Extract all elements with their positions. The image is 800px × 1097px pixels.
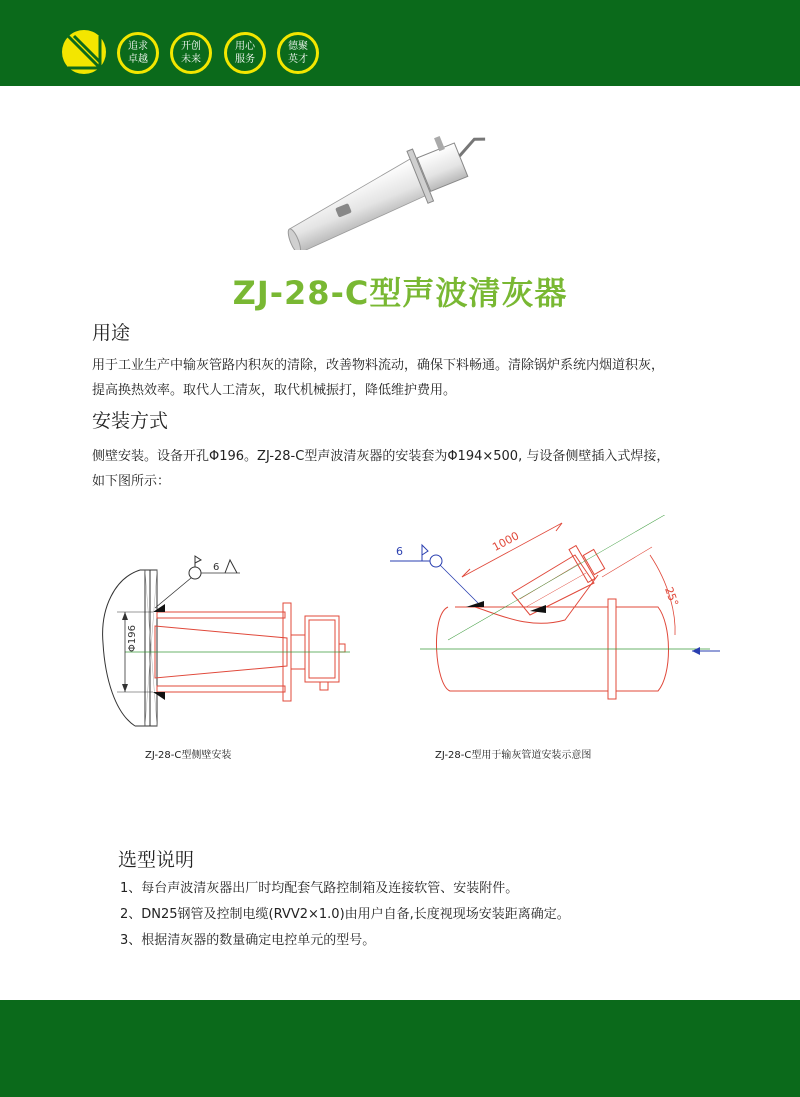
usage-line: 用于工业生产中输灰管路内积灰的清除，改善物料流动，确保下料畅通。清除锅炉系统内烟道积灰，: [92, 358, 665, 373]
weld-size-label: 6: [213, 562, 220, 573]
side-wall-install-diagram: [95, 548, 365, 733]
product-image: [270, 120, 500, 250]
selection-list: [120, 876, 740, 954]
badge-create-future: 开创 未来: [170, 32, 212, 74]
install-line: 侧壁安装。设备开孔Φ196。ZJ-28-C型声波清灰器的安装套为Φ194×500, 与设备侧壁插入式焊接，: [92, 449, 670, 464]
pipeline-install-diagram: [380, 515, 725, 700]
footer-bar: [0, 1000, 800, 1097]
length-label: 1000: [490, 529, 522, 554]
badge-attentive-service: 用心 服务: [224, 32, 266, 74]
list-item: 3、根据清灰器的数量确定电控单元的型号。: [120, 933, 376, 948]
badge-gather-talent: 德聚 英才: [277, 32, 319, 74]
usage-line: 提高换热效率。取代人工清灰，取代机械振打，降低维护费用。: [92, 383, 457, 398]
install-heading: 安装方式: [92, 410, 169, 432]
diameter-label: Φ196: [127, 625, 138, 652]
badge-pursue-excellence: 追求 卓越: [117, 32, 159, 74]
usage-paragraph: [92, 353, 732, 403]
left-diagram-caption: ZJ-28-C型侧壁安装: [145, 750, 232, 761]
install-line: 如下图所示：: [92, 474, 171, 489]
angle-label: 25°: [662, 585, 681, 608]
page-title: ZJ-28-C型声波清灰器: [232, 274, 568, 312]
header-bar: [0, 0, 800, 86]
usage-heading: 用途: [92, 322, 131, 344]
selection-heading: 选型说明: [118, 849, 195, 871]
weld-size-label: 6: [396, 545, 403, 558]
list-item: 2、DN25钢管及控制电缆(RVV2×1.0)由用户自备,长度视现场安装距离确定。: [120, 907, 570, 922]
install-paragraph: [92, 444, 732, 494]
list-item: 1、每台声波清灰器出厂时均配套气路控制箱及连接软管、安装附件。: [120, 881, 519, 896]
right-diagram-caption: ZJ-28-C型用于输灰管道安装示意图: [435, 750, 592, 761]
company-logo-icon: [60, 28, 108, 76]
